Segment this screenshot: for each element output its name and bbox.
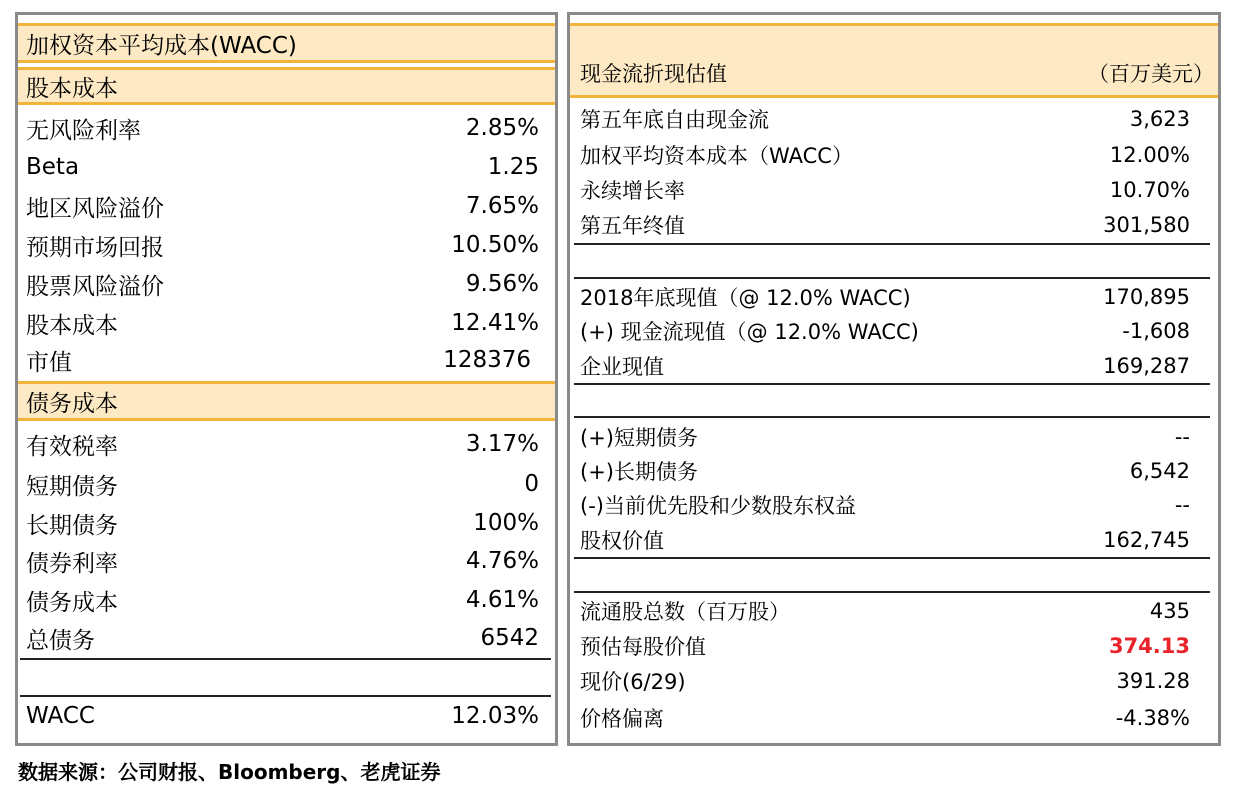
row-value: 3.17% [465,431,539,457]
row-value: 128376 [443,347,531,373]
row-label: 第五年底自由现金流 [580,107,769,132]
row-value: 391.28 [1116,668,1190,693]
table-row [18,187,555,225]
table-row [18,504,555,542]
row-value: 435 [1149,598,1190,623]
row-label: 股本成本 [26,312,118,339]
row-label: 债券利率 [26,550,118,577]
table-row [570,522,1218,557]
table-row [18,265,555,303]
row-value: 4.76% [465,548,539,574]
divider [574,243,1210,245]
row-label: 预估每股价值 [580,634,706,659]
row-label: (-)当前优先股和少数股东权益 [580,493,856,518]
row-label: 市值 [26,349,72,376]
row-label: (+)长期债务 [580,459,698,484]
dcf-title: 现金流折现估值 [580,61,727,86]
dcf-header-band [570,23,1218,50]
row-value: 2.85% [465,115,539,141]
row-label: 现价(6/29) [580,669,686,694]
dcf-header-row [570,50,1218,98]
row-label: 股票风险溢价 [26,273,164,300]
dcf-table [567,12,1221,746]
table-row [570,313,1218,348]
row-label: 无风险利率 [26,117,141,144]
estimated-share-value: 374.13 [1108,633,1190,658]
row-value: 10.50% [451,232,539,258]
table-row [570,593,1218,628]
table-row [570,348,1218,383]
dcf-unit: （百万美元） [1088,61,1214,86]
row-label: 加权平均资本成本（WACC） [580,143,853,168]
table-row [570,101,1218,136]
row-label: 总债务 [26,627,95,654]
row-value: 170,895 [1103,284,1190,309]
row-label: (+) 现金流现值（@ 12.0% WACC) [580,319,919,344]
row-label: (+)短期债务 [580,425,698,450]
divider [574,383,1210,385]
wacc-label: WACC [26,703,95,729]
row-value: 10.70% [1109,177,1190,202]
wacc-table [15,12,558,746]
table-row [570,172,1218,207]
row-label: 永续增长率 [580,178,685,203]
row-value: -1,608 [1122,318,1190,343]
row-label: 地区风险溢价 [26,195,164,222]
row-label: 有效税率 [26,433,118,460]
equity-header: 股本成本 [26,75,118,102]
row-label: 2018年底现值（@ 12.0% WACC) [580,285,911,310]
row-value: -- [1174,492,1190,517]
table-row [570,453,1218,488]
row-value: 6542 [480,625,539,651]
debt-header: 债务成本 [26,390,118,417]
table-row [18,465,555,503]
row-value: 301,580 [1103,212,1190,237]
row-label: 企业现值 [580,354,664,379]
table-row [570,137,1218,172]
table-row [18,304,555,342]
table-row [570,628,1218,663]
table-row [18,542,555,580]
table-row [570,207,1218,242]
source-note: 数据来源：公司财报、Bloomberg、老虎证券 [18,760,441,784]
divider [574,416,1210,418]
table-row [570,700,1218,735]
wacc-value: 12.03% [451,703,539,729]
row-value: -4.38% [1115,705,1190,730]
row-value: 1.25 [487,154,539,180]
row-label: 股权价值 [580,528,664,553]
row-label: Beta [26,154,80,180]
row-value: 3,623 [1129,106,1190,131]
divider [20,658,551,660]
row-value: 9.56% [465,271,539,297]
wacc-title: 加权资本平均成本(WACC) [26,32,297,59]
table-row [570,279,1218,314]
divider [574,557,1210,559]
row-value: 162,745 [1103,527,1190,552]
row-label: 预期市场回报 [26,234,164,261]
table-row [18,619,555,657]
wacc-title-row [18,23,555,63]
debt-header-row [18,381,555,421]
row-label: 价格偏离 [580,706,664,731]
row-value: 4.61% [465,587,539,613]
table-row [570,419,1218,454]
row-label: 债务成本 [26,589,118,616]
row-label: 第五年终值 [580,213,685,238]
table-row [570,487,1218,522]
equity-header-row [18,67,555,105]
table-row [18,341,555,379]
row-value: 169,287 [1103,353,1190,378]
row-value: 12.00% [1109,142,1190,167]
wacc-result-row [18,697,555,735]
row-label: 长期债务 [26,512,118,539]
row-value: 12.41% [451,310,539,336]
row-label: 流通股总数（百万股） [580,599,790,624]
table-row [18,226,555,264]
row-label: 短期债务 [26,473,118,500]
row-value: 7.65% [465,193,539,219]
row-value: -- [1174,424,1190,449]
row-value: 100% [473,510,539,536]
table-row [18,109,555,147]
table-row [18,148,555,186]
table-row [570,663,1218,698]
row-value: 0 [524,471,539,497]
table-row [18,581,555,619]
row-value: 6,542 [1129,458,1190,483]
table-row [18,425,555,463]
